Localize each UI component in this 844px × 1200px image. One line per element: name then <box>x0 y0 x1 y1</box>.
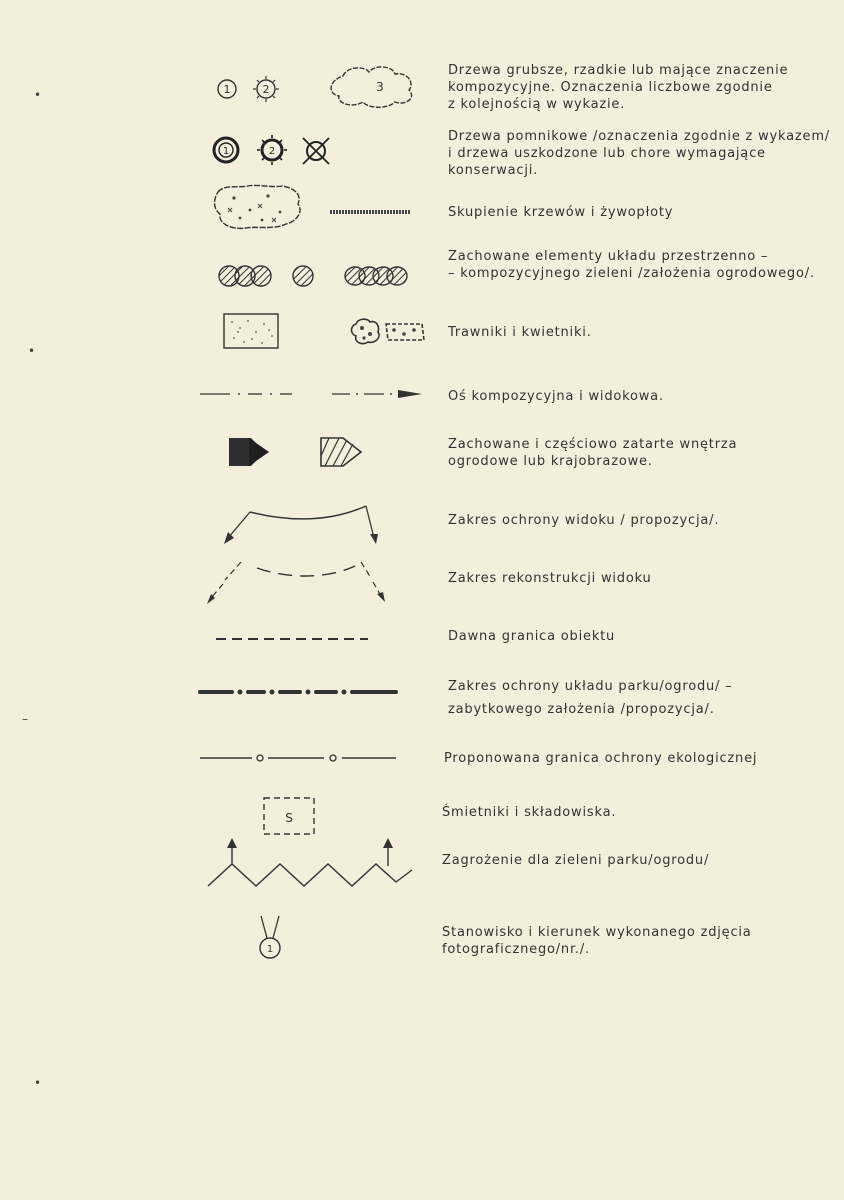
legend-line: Oś kompozycyjna i widokowa. <box>448 389 664 404</box>
legend-text-view-protection <box>448 512 818 529</box>
legend-text-shrubs <box>448 204 818 221</box>
garden-interiors-symbol <box>225 434 375 470</box>
photo-number: 1 <box>266 944 274 955</box>
view-protection-symbol <box>220 488 390 548</box>
dump-letter: S <box>285 811 293 825</box>
legend-line: konserwacji. <box>448 163 539 178</box>
legend-line: – kompozycyjnego zieleni /założenia ogrodowego/. <box>448 266 815 281</box>
legend-text-interiors <box>448 436 818 470</box>
legend-text-dumps <box>442 804 812 821</box>
tree-number-1: 1 <box>223 83 231 96</box>
legend-text-trees <box>448 62 818 113</box>
legend-text-ecological-boundary <box>444 750 814 767</box>
tree-symbol <box>215 60 435 110</box>
margin-mark: – <box>22 712 28 726</box>
legend-line: zabytkowego założenia /propozycja/. <box>448 702 715 717</box>
legend-text-monument-trees <box>448 128 830 179</box>
photo-station-symbol <box>250 914 290 964</box>
margin-mark: • <box>34 1076 42 1090</box>
legend-text-former-boundary <box>448 628 818 645</box>
view-reconstruction-symbol <box>205 558 395 606</box>
legend-line: z kolejnością w wykazie. <box>448 97 626 112</box>
legend-line: Zakres rekonstrukcji widoku <box>448 571 652 586</box>
legend-line: Zakres ochrony widoku / propozycja/. <box>448 513 720 528</box>
legend-text-view-reconstruction <box>448 570 818 587</box>
composition-axis-symbol <box>200 384 440 404</box>
legend-text-lawns <box>448 324 818 341</box>
legend-text-preserved-elements <box>448 248 818 282</box>
legend-line: ogrodowe lub krajobrazowe. <box>448 454 653 469</box>
legend-line: Dawna granica obiektu <box>448 629 616 644</box>
shrub-hedge-symbol <box>210 182 420 232</box>
legend-line: Drzewa grubsze, rzadkie lub mające znaczenie <box>448 63 789 78</box>
ecological-boundary-symbol <box>196 750 406 766</box>
legend-text-photo-station <box>442 924 812 958</box>
legend-line: fotograficznego/nr./. <box>442 942 590 957</box>
legend-line: Drzewa pomnikowe /oznaczenia zgodnie z wykazem/ <box>448 129 830 144</box>
legend-line: kompozycyjne. Oznaczenia liczbowe zgodnie <box>448 80 773 95</box>
dump-symbol <box>262 796 318 838</box>
legend-text-threat <box>442 852 812 869</box>
legend-line: i drzewa uszkodzone lub chore wymagające <box>448 146 766 161</box>
park-protection-symbol <box>196 684 406 700</box>
legend-line: Zagrożenie dla zieleni parku/ogrodu/ <box>442 853 710 868</box>
legend-line: Proponowana granica ochrony ekologicznej <box>444 751 758 766</box>
legend-line: Śmietniki i składowiska. <box>442 805 617 820</box>
legend-line: Zachowane i częściowo zatarte wnętrza <box>448 437 738 452</box>
legend-line: Skupienie krzewów i żywopłoty <box>448 205 674 220</box>
legend-line: Stanowisko i kierunek wykonanego zdjęcia <box>442 925 752 940</box>
tree-number-2: 2 <box>262 83 270 96</box>
margin-mark: • <box>34 88 42 102</box>
monument-number-2: 2 <box>268 146 276 157</box>
legend-text-axis <box>448 388 818 405</box>
legend-text-park-protection <box>448 678 818 718</box>
monument-number-1: 1 <box>222 146 230 157</box>
monument-tree-symbol <box>205 128 355 172</box>
margin-mark: • <box>28 344 36 358</box>
legend-line: Trawniki i kwietniki. <box>448 325 592 340</box>
preserved-elements-symbol <box>215 258 425 294</box>
lawn-flowerbed-symbol <box>222 312 432 352</box>
legend-line: Zachowane elementy układu przestrzenno – <box>448 249 769 264</box>
former-boundary-symbol <box>216 632 376 646</box>
legend-line: Zakres ochrony układu parku/ogrodu/ – <box>448 679 733 694</box>
threat-symbol <box>206 836 416 892</box>
tree-number-3: 3 <box>376 80 384 94</box>
